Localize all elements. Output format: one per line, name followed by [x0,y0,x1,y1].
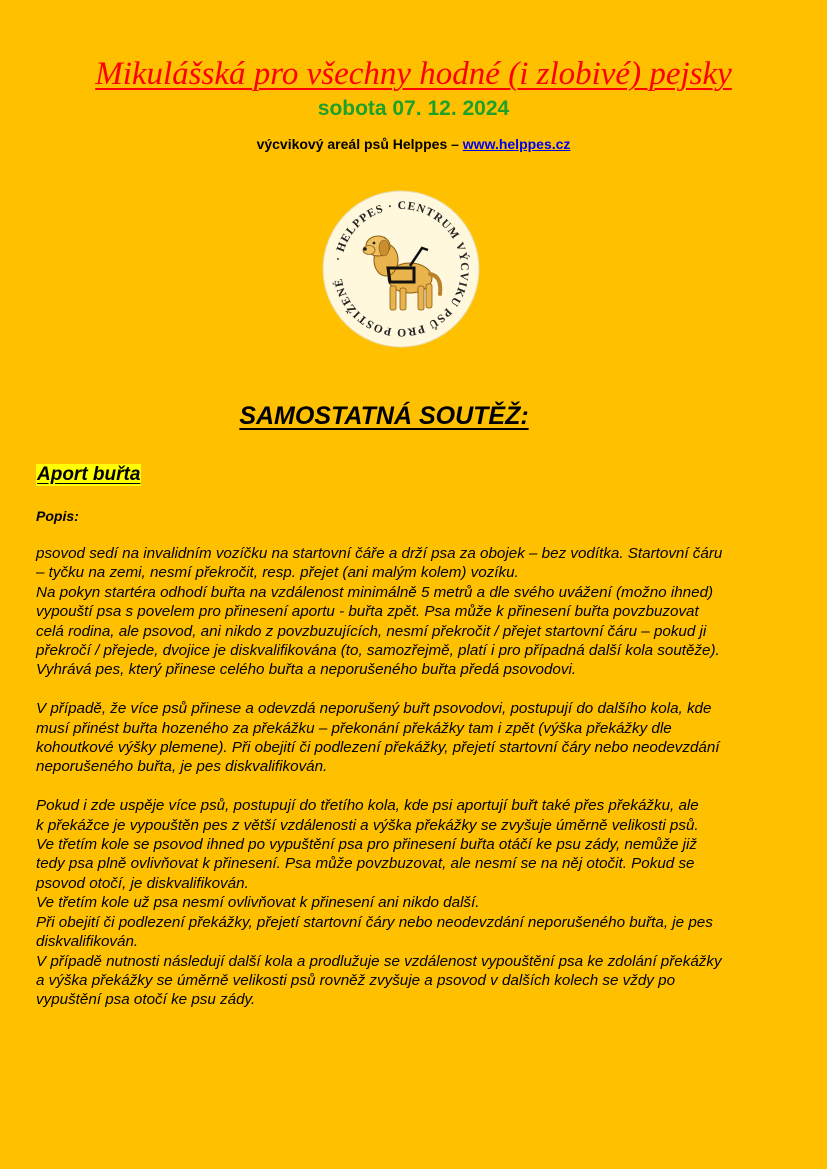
text-line: Na pokyn startéra odhodí buřta na vzdálenost minimálně 5 metrů a dle svého uvážení (možno ihned) [36,583,714,601]
text-line: diskvalifikován. [36,933,139,951]
event-title: Mikulášská pro všechny hodné (i zlobivé) pejsky [95,56,732,92]
text-line: Vyhrává pes, který přinese celého buřta a neporušeného buřta předá psovodovi. [36,661,577,679]
text-line: V případě nutnosti následují další kola a prodlužuje se vzdálenost vypouštění psa ke zdolání překážky [36,952,722,970]
helppes-logo [322,190,480,348]
text-line: V případě, že více psů přinese a odevzdá neporušený buřt psovodovi, postupují do dalšího kola, kde [36,700,712,718]
venue-text: výcvikový areál psů Helppes – [256,136,463,152]
logo-ring-text: · HELPPES · CENTRUM VÝCVIKU PSŮ PRO POSTIŽENÉ [332,199,471,339]
website-link[interactable]: www.helppes.cz [462,136,571,152]
text-line: kohoutkové výšky plemene). Při obejití či podlezení překážky, přejetí startovní čáry nebo neodevzdání [36,739,720,757]
text-line: Pokud i zde uspěje více psů, postupují do třetího kola, kde psi aportují buřt také přes překážku, ale [36,797,699,815]
text-line: k překážce je vypouštěn pes z větší vzdálenosti a výška překážky se zvyšuje úměrně velikosti psů. [36,816,699,834]
text-line: neporušeného buřta, je pes diskvalifikován. [36,758,328,776]
description-label: Popis: [36,508,79,524]
text-line: a výška překážky se úměrně velikosti psů rovněž zvyšuje a psovod v dalších kolech se vždy po [36,971,676,989]
description-text [36,544,796,1010]
competition-name: Aport buřta [37,464,141,485]
paragraph-gap [36,777,796,796]
text-line: vypuštění psa otočí ke psu zády. [36,991,256,1009]
text-line: psovod sedí na invalidním vozíčku na startovní čáře a drží psa za obojek – bez vodítka. Startovní čáru [36,545,723,562]
text-line: psovod otočí, je diskvalifikován. [36,874,249,892]
text-line: celá rodina, ale psovod, ani nikdo z povzbuzujících, nesmí překročit / přejet startovní čáru – pokud ji [36,622,707,640]
text-line: musí přinést buřta hozeného za překážku – překonání překážky tam i zpět (výška překážky dle [36,719,672,737]
text-line: překročí / přejede, dvojice je diskvalifikována (to, samozřejmě, platí i pro případná další kola soutěže). [36,642,720,660]
section-heading: SAMOSTATNÁ SOUTĚŽ: [239,402,529,430]
text-line: vypouští psa s povelem pro přinesení aportu - buřta zpět. Psa může k přinesení buřta povzbuzovat [36,603,699,621]
text-line: tedy psa plně ovlivňovat k přinesení. Psa může povzbuzovat, ale nesmí se na něj otočit. Pokud se [36,855,695,873]
text-line: Ve třetím kole už psa nesmí ovlivňovat k přinesení ani nikdo další. [36,894,480,912]
text-line: Ve třetím kole se psovod ihned po vypuštění psa pro přinesení buřta otáčí ke psu zády, nemůže již [36,836,698,854]
event-date: sobota 07. 12. 2024 [317,97,510,120]
venue-line [0,136,827,152]
paragraph-gap [36,680,796,699]
text-line: Při obejití či podlezení překážky, přejetí startovní čáry nebo neodevzdání neporušeného buřta, je pes [36,913,713,931]
text-line: – tyčku na zemi, nesmí překročit, resp. přejet (ani malým kolem) vozíku. [36,564,519,582]
